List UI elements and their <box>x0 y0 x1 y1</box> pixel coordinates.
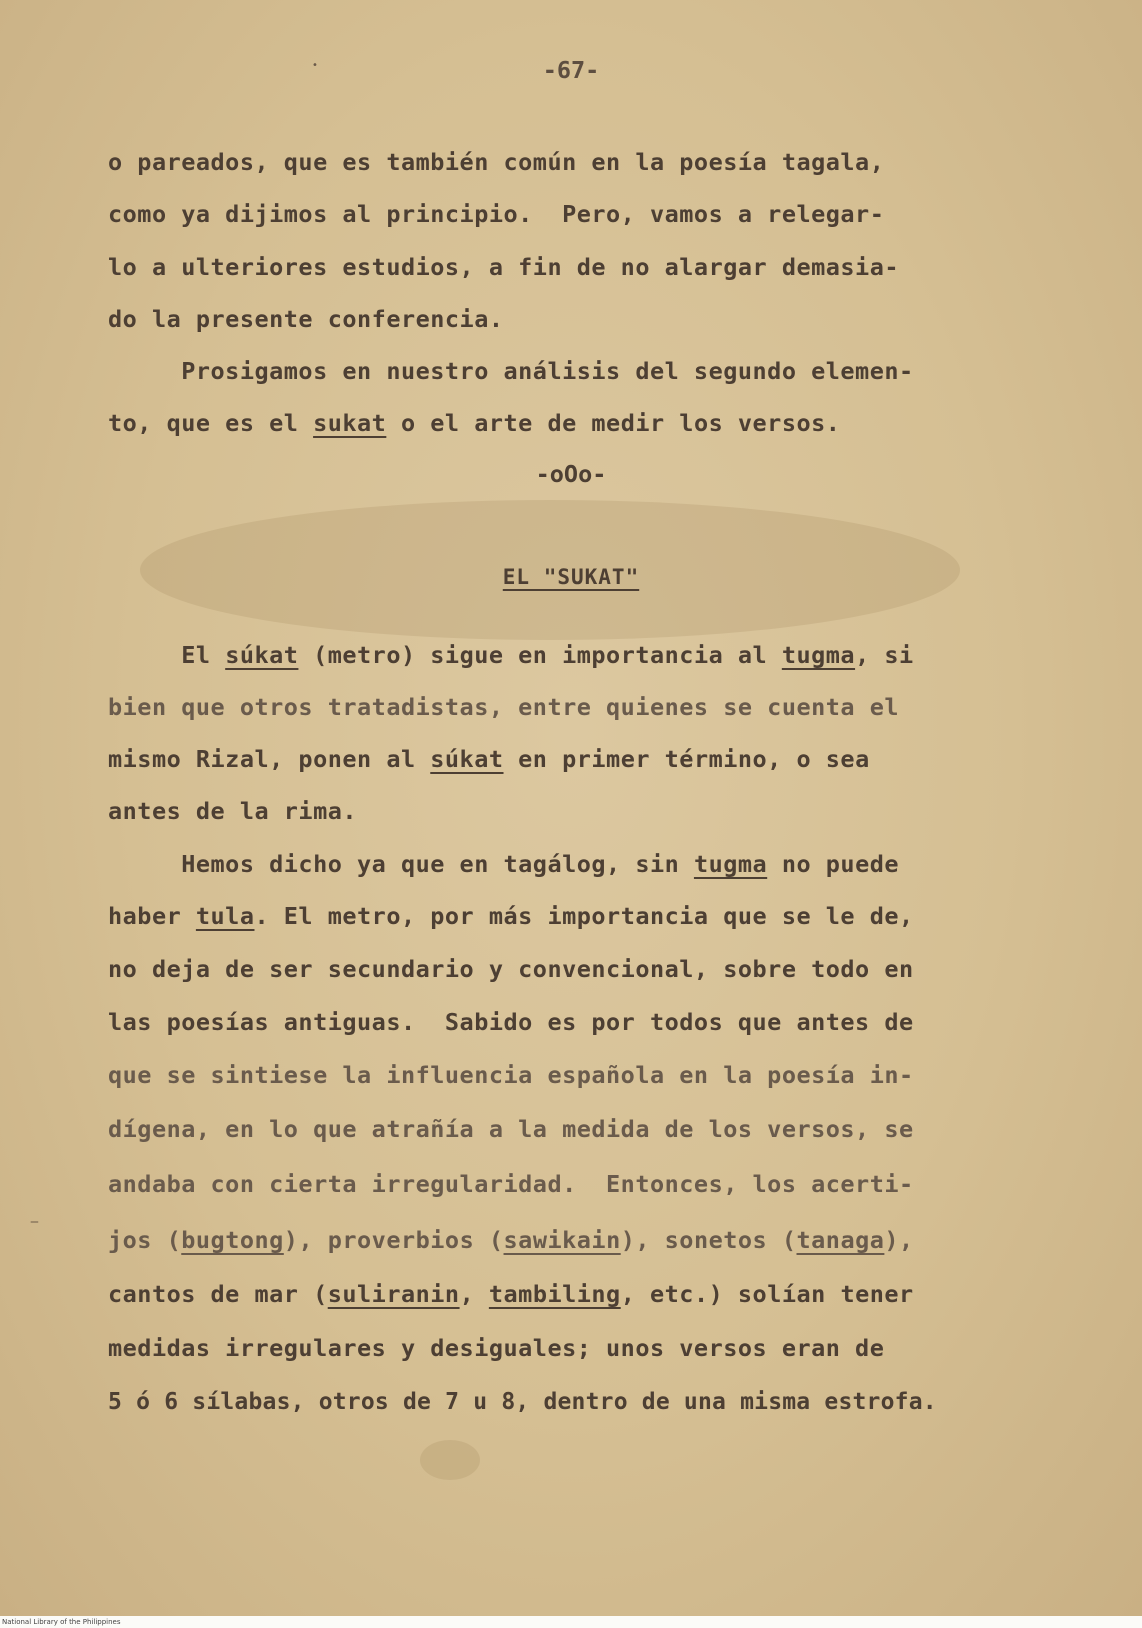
paper-stain <box>420 1440 480 1480</box>
section-separator: -oOo- <box>535 460 607 488</box>
underlined-term: suliranin <box>327 1280 460 1308</box>
underlined-term: tugma <box>781 641 856 669</box>
text-line: que se sintiese la influencia española en la poesía in- <box>108 1061 914 1089</box>
text-line: andaba con cierta irregularidad. Entonces, los acerti- <box>108 1170 914 1198</box>
text-line: como ya dijimos al principio. Pero, vamos a relegar- <box>108 200 885 228</box>
ink-speck: ‒ <box>30 1214 39 1230</box>
text-line: mismo Rizal, ponen al súkat en primer término, o sea <box>108 745 870 773</box>
text-line: lo a ulteriores estudios, a fin de no alargar demasia- <box>108 253 900 281</box>
underlined-term: sawikain <box>503 1226 621 1254</box>
underlined-term: súkat <box>430 745 504 773</box>
text-line: medidas irregulares y desiguales; unos versos eran de <box>108 1334 885 1362</box>
text-line: cantos de mar (suliranin, tambiling, etc.) solían tener <box>108 1280 914 1308</box>
text-line: to, que es el sukat o el arte de medir los versos. <box>108 409 841 437</box>
text-line: do la presente conferencia. <box>108 305 504 333</box>
text-line: Hemos dicho ya que en tagálog, sin tugma no puede <box>108 850 900 878</box>
ink-speck: • <box>312 60 318 71</box>
underlined-term: bugtong <box>181 1226 284 1254</box>
page-number: -67- <box>542 56 600 84</box>
text-line: jos (bugtong), proverbios (sawikain), sonetos (tanaga), <box>108 1226 914 1254</box>
text-line: o pareados, que es también común en la poesía tagala, <box>108 148 885 176</box>
text-line: antes de la rima. <box>108 797 358 825</box>
text-line: las poesías antiguas. Sabido es por todos que antes de <box>108 1008 914 1036</box>
text-line: bien que otros tratadistas, entre quienes se cuenta el <box>108 693 900 721</box>
underlined-term: sukat <box>313 409 387 437</box>
text-line: dígena, en lo que atrañía a la medida de los versos, se <box>108 1115 914 1143</box>
text-line: 5 ó 6 sílabas, otros de 7 u 8, dentro de una misma estrofa. <box>108 1389 937 1415</box>
underlined-term: tambiling <box>488 1280 621 1308</box>
text-line: haber tula. El metro, por más importancia que se le de, <box>108 902 914 930</box>
footer-credit: National Library of the Philippines <box>0 1616 1142 1628</box>
underlined-term: tugma <box>693 850 768 878</box>
underlined-term: tanaga <box>796 1226 885 1254</box>
text-line: El súkat (metro) sigue en importancia al tugma, si <box>108 641 914 669</box>
underlined-term: súkat <box>225 641 299 669</box>
text-line: Prosigamos en nuestro análisis del segundo elemen- <box>108 357 914 385</box>
underlined-term: tula <box>195 902 255 930</box>
section-title: EL "SUKAT" <box>502 565 640 589</box>
text-line: no deja de ser secundario y convencional, sobre todo en <box>108 955 914 983</box>
